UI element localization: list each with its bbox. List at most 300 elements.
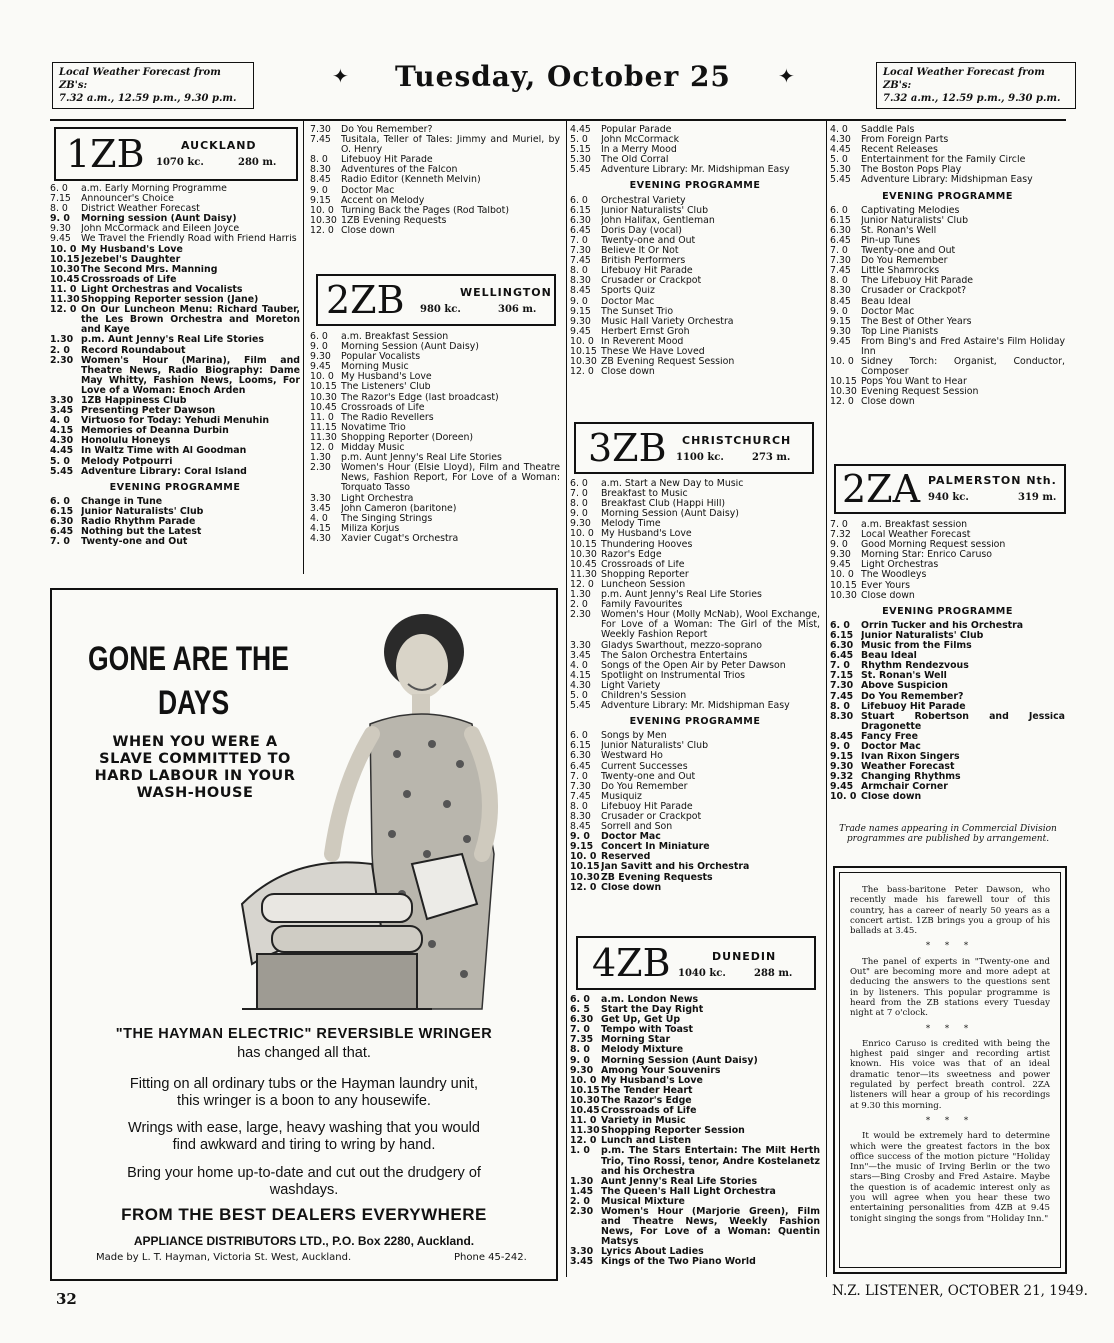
programme-title: Beau Ideal (861, 296, 911, 307)
programme-row (50, 234, 300, 244)
programme-time: 6.30 (570, 214, 591, 226)
programme-time: 1.30 (570, 589, 591, 601)
programme-title: Get Up, Get Up (601, 1015, 681, 1026)
note-twenty-one-and-out: The panel of experts in "Twenty-one and Out" are becoming more and more adept at deducing the answers to the questions sent in by listeners. This popular programme is heard from the ZB stations every Tuesday night at 7 o'clock. (850, 956, 1050, 1019)
programme-time: 6. 0 (830, 204, 848, 216)
station-call-sign: 2ZA (842, 467, 921, 511)
programme-row (50, 295, 300, 305)
programme-title: Crossroads of Life (601, 1106, 697, 1117)
programme-row (570, 1066, 820, 1076)
programme-title: Novatime Trio (341, 422, 406, 433)
separator-stars: * * * (925, 941, 975, 952)
programme-time: 6.30 (50, 516, 74, 527)
programme-row (310, 372, 560, 382)
programme-row (570, 1146, 820, 1176)
programme-row (830, 226, 1065, 236)
programme-title: The Radio Revellers (341, 412, 434, 423)
programme-time: 10.15 (830, 579, 857, 591)
programme-title: Lunch and Listen (601, 1136, 692, 1147)
programme-title: a.m. Breakfast Session (341, 332, 449, 342)
programme-time: 4.15 (310, 522, 331, 534)
ad-body-line: Fitting on all ordinary tubs or the Hayman laundry unit, (129, 1076, 479, 1092)
programme-title: p.m. Aunt Jenny's Real Life Stories (81, 335, 264, 346)
programme-title: From Foreign Parts (861, 135, 949, 146)
programme-title: Close down (341, 225, 395, 236)
programme-title: Good Morning Request session (861, 540, 1006, 551)
programme-title: Little Shamrocks (861, 266, 940, 277)
programme-time: 7.45 (570, 255, 591, 267)
programme-time: 8.45 (830, 295, 851, 307)
programme-title: Lyrics About Ladies (601, 1247, 704, 1258)
programme-time: 6.15 (830, 629, 854, 641)
programme-time: 1.30 (50, 334, 74, 346)
programme-row (310, 443, 560, 453)
programme-time: 7.30 (570, 780, 591, 792)
programme-title: Lifebuoy Hit Parade (601, 266, 693, 277)
page-title: Tuesday, October 25 (395, 60, 731, 93)
programme-title: Tusitala, Teller of Tales: Jimmy and Muriel, by O. Henry (341, 135, 560, 156)
programme-time: 2.30 (570, 1205, 594, 1217)
programme-title: Breakfast Club (Happi Hill) (601, 499, 726, 510)
station-call-sign: 1ZB (66, 132, 145, 176)
programme-title: Morning Star: Enrico Caruso (861, 550, 993, 561)
programme-title: The Woodleys (861, 570, 927, 581)
programme-time: 6. 0 (570, 994, 590, 1005)
programme-title: The Listeners' Club (341, 382, 431, 393)
programme-title: Adventure Library: Mr. Midshipman Easy (601, 165, 790, 176)
programme-title: Close down (601, 882, 662, 893)
programme-row (570, 1015, 820, 1025)
station-call-sign: 4ZB (592, 941, 671, 985)
programme-time: 3.45 (50, 405, 74, 417)
programme-time: 9.15 (310, 194, 331, 206)
programme-title: Light Orchestras and Vocalists (81, 284, 243, 295)
programme-title: The Tender Heart (601, 1085, 693, 1096)
weather-forecast-times: 7.32 a.m., 12.59 p.m., 9.30 p.m. (883, 93, 1061, 104)
programme-time: 6.30 (830, 224, 851, 236)
programme-time: 5.45 (570, 700, 591, 712)
evening-programme-heading: EVENING PROGRAMME (882, 190, 1013, 202)
programme-title: Reserved (601, 852, 651, 863)
programme-row (310, 196, 560, 206)
programme-row (50, 416, 300, 426)
programme-time: 10.15 (830, 376, 857, 388)
programme-row (830, 297, 1065, 307)
programme-row (570, 1207, 820, 1247)
programme-time: 6. 0 (830, 619, 850, 631)
programme-title: Light Orchestras (861, 560, 939, 571)
programme-time: 7. 0 (570, 488, 588, 500)
programme-time: 7. 0 (830, 245, 848, 257)
programme-time: 10.45 (570, 558, 597, 570)
programme-row (310, 226, 560, 236)
programme-row (830, 165, 1065, 175)
programme-time: 5. 0 (50, 455, 70, 467)
programme-row (310, 175, 560, 185)
programme-time: 3.30 (310, 492, 331, 504)
programme-row (310, 206, 560, 216)
programme-row (570, 540, 820, 550)
programme-title: Lifebuoy Hit Parade (341, 155, 433, 166)
programme-row (570, 529, 820, 539)
station-frequency: 940 kc. (928, 492, 969, 503)
programme-time: 9. 0 (570, 508, 588, 520)
programme-title: Women's Hour (Marjorie Green), Film and Theatre News, Weekly Fashion News, For Love of a Woman: Quentin Matsys (601, 1206, 820, 1248)
programme-row (830, 520, 1065, 530)
station-wavelength: 319 m. (1018, 492, 1057, 503)
programme-title: Spotlight on Instrumental Trios (601, 670, 746, 681)
programme-title: From Bing's and Fred Astaire's Film Holiday Inn (861, 336, 1065, 357)
station-city: CHRISTCHURCH (682, 434, 792, 447)
station-city: PALMERSTON Nth. (928, 474, 1057, 487)
programme-title: Twenty-one and Out (601, 771, 696, 782)
programme-title: John McCormack and Eileen Joyce (81, 224, 240, 235)
programme-row (570, 792, 820, 802)
programme-time: 9.15 (830, 315, 851, 327)
programme-time: 9. 0 (310, 184, 328, 196)
programme-title: Radio Rhythm Parade (81, 517, 196, 527)
programme-row (830, 762, 1065, 772)
programme-title: ZB Evening Requests (601, 872, 713, 883)
programme-title: Doctor Mac (601, 832, 661, 843)
programme-time: 6.45 (570, 760, 591, 772)
schedule-column-2za (830, 520, 1065, 803)
programme-row (50, 356, 300, 396)
programme-row (570, 1106, 820, 1116)
programme-time: 7.15 (50, 193, 71, 205)
programme-time: 5.45 (570, 164, 591, 176)
programme-time: 5.15 (570, 144, 591, 156)
programme-row (50, 396, 300, 406)
programme-row (570, 570, 820, 580)
programme-title: Aunt Jenny's Real Life Stories (601, 1176, 758, 1187)
programme-title: Variety in Music (601, 1116, 686, 1127)
programme-row (570, 307, 820, 317)
programme-title: Sidney Torch: Organist, Conductor, Composer (861, 357, 1065, 378)
programme-title: The Old Corral (601, 155, 669, 166)
programme-time: 7.45 (830, 265, 851, 277)
programme-row (310, 186, 560, 196)
schedule-column-4zb (570, 995, 820, 1268)
programme-row (830, 377, 1065, 387)
programme-time: 5. 0 (830, 154, 848, 166)
programme-title: The Razor's Edge (last broadcast) (341, 392, 499, 403)
programme-title: Pin-up Tunes (861, 235, 921, 246)
programme-row (570, 701, 820, 711)
programme-row (570, 1197, 820, 1207)
programme-row (570, 226, 820, 236)
programme-row (570, 691, 820, 701)
programme-row (830, 357, 1065, 377)
programme-row (830, 631, 1065, 641)
programme-title: Honolulu Honeys (81, 436, 171, 447)
station-frequency: 1070 kc. (156, 157, 204, 168)
station-box-1zb (54, 127, 298, 181)
programme-title: Doctor Mac (861, 741, 921, 752)
programme-row (310, 125, 560, 135)
programme-title: Adventure Library: Mr. Midshipman Easy (601, 701, 790, 712)
ad-body-line: Bring your home up-to-date and cut out the drudgery of (127, 1165, 481, 1181)
programme-time: 12. 0 (570, 366, 594, 378)
programme-row (50, 537, 300, 547)
programme-title: Top Line Pianists (861, 326, 939, 337)
programme-time: 6.15 (570, 204, 591, 216)
programme-row (570, 862, 820, 872)
programme-title: Captivating Melodies (861, 205, 960, 216)
programme-time: 3.30 (570, 639, 591, 651)
programme-title: Women's Hour (Molly McNab), Wool Exchange, For Love of a Woman: The Girl of the Mist, Weekly Fashion Report (601, 610, 820, 641)
programme-row (310, 403, 560, 413)
programme-title: John McCormack (601, 135, 680, 146)
programme-row (570, 995, 820, 1005)
programme-title: Crossroads of Life (341, 402, 425, 413)
programme-title: We Travel the Friendly Road with Friend Harris (81, 234, 297, 245)
programme-title: a.m. Start a New Day to Music (601, 479, 744, 489)
programme-title: Crossroads of Life (81, 274, 177, 285)
programme-title: Thundering Hooves (601, 539, 693, 550)
programme-time: 8. 0 (50, 203, 68, 215)
programme-title: Evening Request Session (861, 387, 979, 398)
programme-row (570, 560, 820, 570)
programme-row (570, 367, 820, 377)
programme-title: Jezebel's Daughter (81, 254, 181, 265)
programme-title: Do You Remember? (861, 691, 964, 702)
programme-time: 8. 0 (570, 1044, 590, 1056)
programme-row (830, 236, 1065, 246)
programme-row (50, 184, 300, 194)
programme-title: Weather Forecast (861, 762, 955, 773)
programme-row (50, 346, 300, 356)
programme-time: 4.15 (570, 669, 591, 681)
programme-row (570, 762, 820, 772)
schedule-column-2zb-continued (570, 125, 820, 377)
programme-time: 6.30 (830, 640, 854, 652)
programme-row (50, 204, 300, 214)
programme-time: 10.30 (310, 214, 337, 226)
programme-time: 2.30 (50, 354, 74, 366)
programme-row (570, 772, 820, 782)
programme-row (570, 812, 820, 822)
programme-title: Kings of the Two Piano World (601, 1257, 756, 1268)
programme-time: 8.45 (570, 821, 591, 833)
programme-row (570, 317, 820, 327)
evening-programme-heading: EVENING PROGRAMME (109, 481, 241, 493)
programme-title: Stuart Robertson and Jessica Dragonette (861, 711, 1065, 732)
programme-time: 10. 0 (310, 204, 334, 216)
programme-row (310, 216, 560, 226)
programme-row (570, 610, 820, 640)
programme-title: Change in Tune (81, 496, 163, 507)
programme-time: 9.30 (830, 761, 854, 773)
programme-title: My Husband's Love (341, 372, 432, 383)
programme-row (50, 436, 300, 446)
programme-row (830, 671, 1065, 681)
programme-time: 3.45 (310, 502, 331, 514)
programme-title: The Queen's Hall Light Orchestra (601, 1186, 776, 1197)
programme-row (50, 467, 300, 477)
evening-programme-heading: EVENING PROGRAMME (629, 716, 761, 728)
programme-title: Junior Naturalists' Club (861, 630, 984, 641)
woman-with-wringer-illustration (232, 604, 552, 1014)
programme-row (830, 782, 1065, 792)
programme-title: My Husband's Love (601, 529, 692, 540)
programme-time: 8.30 (830, 710, 854, 722)
programme-time: 9. 0 (570, 1054, 590, 1066)
programme-title: The Lifebuoy Hit Parade (861, 276, 974, 287)
programme-row (310, 463, 560, 493)
programme-row (310, 534, 560, 544)
programme-time: 1.30 (570, 1175, 594, 1187)
programme-title: Orrin Tucker and his Orchestra (861, 620, 1024, 631)
programme-time: 2.30 (310, 462, 331, 474)
programme-time: 1.45 (570, 1185, 594, 1197)
programme-time: 6.45 (570, 224, 591, 236)
programme-row (50, 305, 300, 335)
programme-row (50, 406, 300, 416)
programme-title: The Sunset Trio (601, 306, 674, 317)
programme-title: Adventure Library: Midshipman Easy (861, 175, 1033, 186)
programme-title: The Boston Pops Play (861, 165, 962, 176)
programme-row (570, 1005, 820, 1015)
programme-row (310, 524, 560, 534)
programme-row (570, 1035, 820, 1045)
programme-row (50, 224, 300, 234)
programme-title: Announcer's Choice (81, 194, 174, 205)
programme-time: 9. 0 (50, 213, 70, 225)
programme-title: Music Hall Variety Orchestra (601, 316, 734, 327)
programme-row (50, 245, 300, 255)
ad-product-name: "THE HAYMAN ELECTRIC" REVERSIBLE WRINGER (115, 1026, 493, 1042)
programme-row (570, 681, 820, 691)
programme-title: p.m. The Stars Entertain: The Milt Herth Trio, Tino Rossi, tenor, Andre Kostelanetz and his Orchestra (601, 1146, 820, 1177)
programme-time: 6. 0 (570, 194, 588, 206)
programme-title: Popular Parade (601, 125, 672, 135)
programme-row (830, 732, 1065, 742)
programme-row (830, 307, 1065, 317)
programme-row (570, 216, 820, 226)
ad-phone: Phone 45-242. (454, 1252, 527, 1263)
programme-title: Shopping Reporter (601, 569, 689, 580)
programme-row (310, 504, 560, 514)
programme-title: a.m. Early Morning Programme (81, 184, 227, 194)
programme-row (310, 332, 560, 342)
programme-time: 10.30 (50, 263, 80, 275)
programme-row (830, 276, 1065, 286)
ad-body-line: washdays. (269, 1182, 339, 1198)
programme-time: 11.30 (570, 568, 597, 580)
programme-title: Close down (861, 792, 922, 803)
programme-row (570, 1096, 820, 1106)
programme-time: 9. 0 (570, 295, 588, 307)
trade-names-note: Trade names appearing in Commercial Division programmes are published by arrangement. (839, 824, 1057, 844)
ad-dealers: FROM THE BEST DEALERS EVERYWHERE (121, 1205, 487, 1224)
programme-title: Breakfast to Music (601, 489, 688, 500)
programme-time: 10. 0 (310, 371, 334, 383)
programme-row (570, 1056, 820, 1066)
programme-row (830, 591, 1065, 601)
programme-time: 6. 5 (570, 1004, 590, 1016)
programme-time: 5.30 (830, 164, 851, 176)
programme-time: 7.30 (830, 255, 851, 267)
programme-time: 7.30 (830, 680, 854, 692)
programme-title: Light Orchestra (341, 493, 414, 504)
ad-body-line: this wringer is a boon to any housewife. (177, 1093, 431, 1109)
programme-time: 4.45 (830, 144, 851, 156)
programme-title: Sorrell and Son (601, 822, 673, 833)
programme-title: Luncheon Session (601, 579, 686, 590)
programme-title: Entertainment for the Family Circle (861, 155, 1026, 166)
programme-row (570, 1257, 820, 1267)
programme-row (570, 590, 820, 600)
programme-title: Morning Session (Aunt Daisy) (601, 1055, 758, 1066)
programme-title: Junior Naturalists' Club (861, 215, 969, 226)
programme-time: 4.30 (830, 134, 851, 146)
ad-maker: Made by L. T. Hayman, Victoria St. West, Auckland. (96, 1252, 352, 1263)
programme-title: Do You Remember (861, 256, 948, 267)
programme-row (830, 387, 1065, 397)
programme-row (830, 175, 1065, 185)
programme-row (310, 382, 560, 392)
programme-title: Lifebuoy Hit Parade (861, 701, 966, 712)
station-wavelength: 306 m. (498, 304, 537, 315)
programme-row (570, 641, 820, 651)
programme-title: Junior Naturalists' Club (601, 741, 709, 752)
programme-row (310, 342, 560, 352)
programme-row (310, 494, 560, 504)
programme-title: Musiquiz (601, 791, 642, 802)
programme-title: Midday Music (341, 443, 405, 454)
programme-time: 3.45 (570, 649, 591, 661)
schedule-column-1zb-continued (310, 125, 560, 236)
programme-time: 4.45 (570, 124, 591, 135)
programme-row (570, 1136, 820, 1146)
programme-time: 9.15 (570, 305, 591, 317)
programme-title: Close down (861, 590, 915, 601)
programme-time: 12. 0 (830, 396, 854, 408)
programme-row (570, 479, 820, 489)
programme-row (310, 155, 560, 165)
advertisement-hayman-wringer (50, 588, 558, 1281)
station-wavelength: 280 m. (238, 157, 277, 168)
programme-row (830, 550, 1065, 560)
ad-body-line: has changed all that. (237, 1045, 371, 1061)
programme-row (50, 426, 300, 436)
station-wavelength: 273 m. (752, 452, 791, 463)
programme-time: 4.45 (50, 445, 74, 457)
programme-row (830, 337, 1065, 357)
programme-title: Record Roundabout (81, 345, 186, 356)
programme-row (830, 206, 1065, 216)
programme-time: 6.45 (830, 650, 854, 662)
ad-body-line: find awkward and tiring to wring by hand. (172, 1137, 436, 1153)
programme-time: 7. 0 (50, 536, 70, 548)
programme-time: 7. 0 (830, 519, 848, 530)
station-box-2zb (316, 274, 556, 326)
programme-time: 6.15 (570, 740, 591, 752)
programme-title: Adventure Library: Coral Island (81, 466, 247, 477)
programme-time: 8.30 (830, 285, 851, 297)
programme-row (570, 519, 820, 529)
programme-row (570, 1086, 820, 1096)
programme-time: 8. 0 (310, 154, 328, 166)
programme-row (570, 671, 820, 681)
programme-row (310, 514, 560, 524)
programme-title: Music from the Films (861, 641, 972, 652)
programme-time: 9. 0 (310, 341, 328, 353)
programme-row (50, 335, 300, 345)
programme-title: a.m. Breakfast session (861, 520, 968, 530)
programme-row (570, 741, 820, 751)
